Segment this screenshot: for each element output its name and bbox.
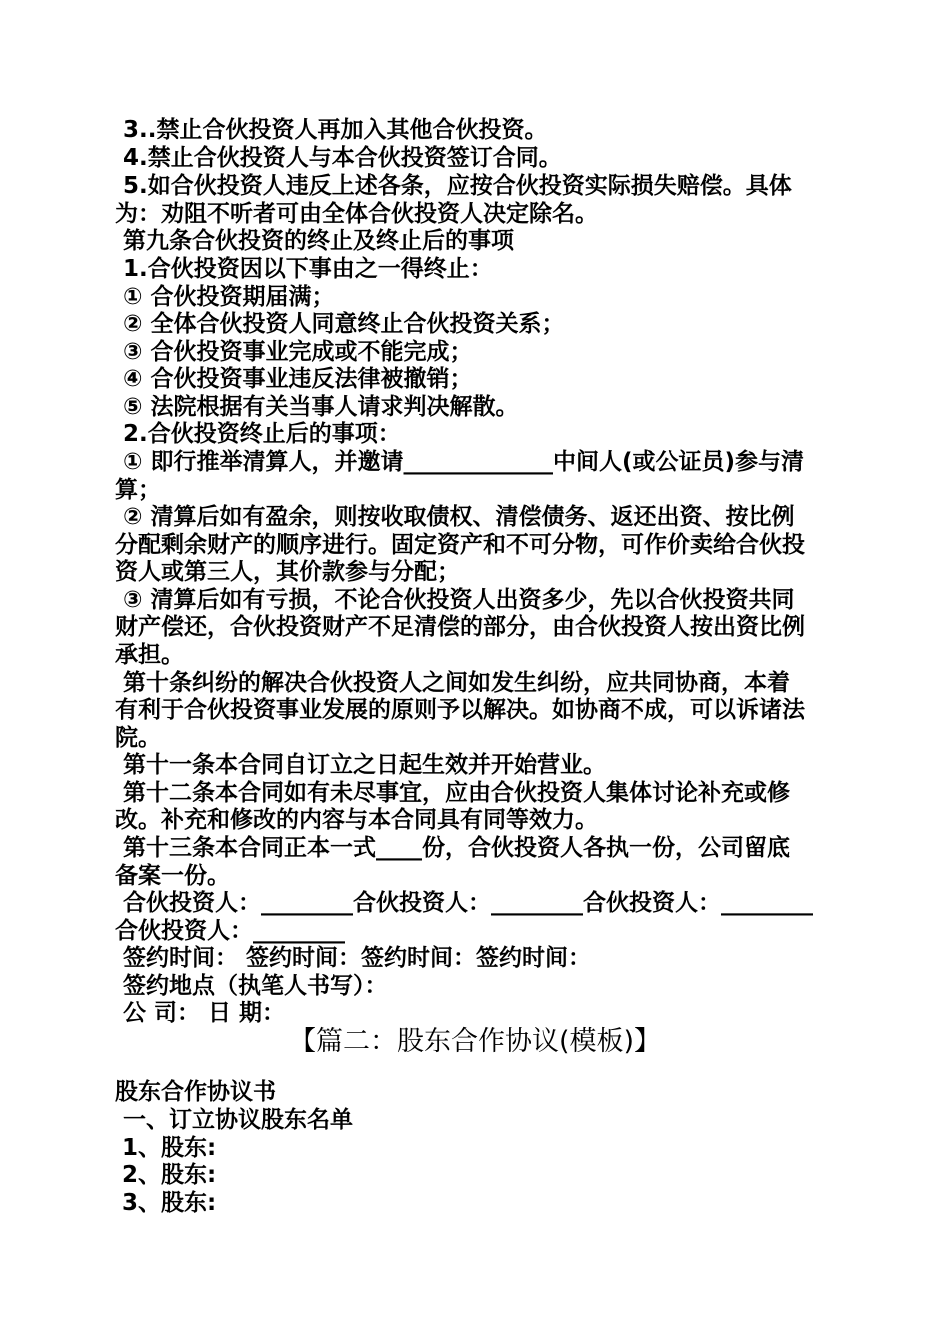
text-line: 备案一份。 xyxy=(115,863,230,889)
clause-heading: 第十条纠纷的解决合伙投资人之间如发生纠纷，应共同协商，本着 xyxy=(115,670,791,696)
text-line: 院。 xyxy=(115,725,161,751)
shareholder-item: 3、股东: xyxy=(122,1190,217,1216)
list-item: ③ 合伙投资事业完成或不能完成； xyxy=(115,339,473,365)
text-line: 资人或第三人，其价款参与分配； xyxy=(115,559,460,585)
company-date-field: 公 司： 日 期： xyxy=(115,1000,286,1026)
text-line: 有利于合伙投资事业发展的原则予以解决。如协商不成，可以诉诸法 xyxy=(115,697,805,723)
clause-heading: 第九条合伙投资的终止及终止后的事项 xyxy=(115,228,515,254)
text-line: 为：劝阻不听者可由全体合伙投资人决定除名。 xyxy=(115,201,598,227)
document-title: 股东合作协议书 xyxy=(115,1079,276,1105)
text-line: 1.合伙投资因以下事由之一得终止： xyxy=(115,256,493,282)
section-heading: 【篇二：股东合作协议(模板)】 xyxy=(288,1026,662,1057)
text-line: 分配剩余财产的顺序进行。固定资产和不可分物，可作价卖给合伙投 xyxy=(115,532,805,558)
clause-heading: 第十二条本合同如有未尽事宜，应由合伙投资人集体讨论补充或修 xyxy=(115,780,791,806)
list-item: ② 清算后如有盈余，则按收取债权、清偿债务、返还出资、按比例 xyxy=(115,504,795,530)
clause-heading: 一、订立协议股东名单 xyxy=(115,1107,354,1133)
list-item: ② 全体合伙投资人同意终止合伙投资关系； xyxy=(115,311,565,337)
signature-fields: 合伙投资人：________合伙投资人：________合伙投资人：________ xyxy=(115,890,814,916)
text-line: 4.禁止合伙投资人与本合伙投资签订合同。 xyxy=(115,145,562,171)
list-item: ① 即行推举清算人，并邀请_____________中间人(或公证员)参与清 xyxy=(115,449,805,475)
list-item: ③ 清算后如有亏损，不论合伙投资人出资多少，先以合伙投资共同 xyxy=(115,587,795,613)
list-item: ① 合伙投资期届满； xyxy=(115,284,335,310)
text-line: 3..禁止合伙投资人再加入其他合伙投资。 xyxy=(115,117,548,143)
text-line: 5.如合伙投资人违反上述各条，应按合伙投资实际损失赔偿。具体 xyxy=(115,173,792,199)
text-line: 算； xyxy=(115,477,161,503)
shareholder-item: 2、股东: xyxy=(122,1162,217,1188)
signing-time-fields: 签约时间： 签约时间：签约时间：签约时间： xyxy=(115,945,592,971)
clause-heading: 第十一条本合同自订立之日起生效并开始营业。 xyxy=(115,752,607,778)
list-item: ⑤ 法院根据有关当事人请求判决解散。 xyxy=(115,394,519,420)
text-line: 2.合伙投资终止后的事项： xyxy=(115,421,401,447)
text-line: 改。补充和修改的内容与本合同具有同等效力。 xyxy=(115,807,598,833)
clause-heading: 第十三条本合同正本一式____份，合伙投资人各执一份，公司留底 xyxy=(115,835,791,861)
text-line: 承担。 xyxy=(115,642,184,668)
text-line: 财产偿还，合伙投资财产不足清偿的部分，由合伙投资人按出资比例 xyxy=(115,614,805,640)
signature-fields: 合伙投资人：________ xyxy=(115,918,345,944)
list-item: ④ 合伙投资事业违反法律被撤销； xyxy=(115,366,473,392)
shareholder-item: 1、股东: xyxy=(122,1135,217,1161)
signing-place-field: 签约地点（执笔人书写）： xyxy=(115,973,388,999)
